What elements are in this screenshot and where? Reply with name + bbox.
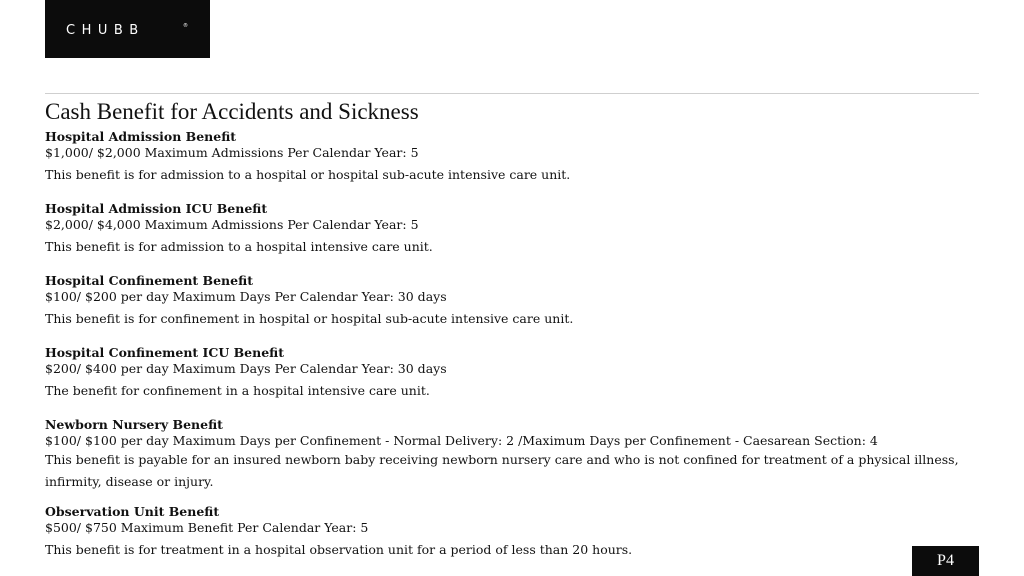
benefit-heading: Hospital Confinement ICU Benefit [45,345,285,360]
benefit-hospital-admission [45,129,979,183]
benefit-description: This benefit is for treatment in a hospital observation unit for a period of less than 20 hours. [45,542,633,557]
benefit-limits: $100/ $200 per day Maximum Days Per Calendar Year: 30 days [45,289,447,304]
benefit-description: This benefit is payable for an insured newborn baby receiving newborn nursery care and who is not confined for treatment of a physical illness, infirmity, disease or injury. [45,452,959,489]
benefit-limits: $200/ $400 per day Maximum Days Per Calendar Year: 30 days [45,361,447,376]
chubb-logo [45,0,210,58]
benefit-newborn-nursery [45,417,979,493]
benefit-heading: Hospital Confinement Benefit [45,273,253,288]
benefit-description: This benefit is for confinement in hospital or hospital sub-acute intensive care unit. [45,311,574,326]
benefit-hospital-confinement-icu [45,345,979,399]
benefit-limits: $500/ $750 Maximum Benefit Per Calendar Year: 5 [45,520,369,535]
benefit-limits: $100/ $100 per day Maximum Days per Confinement - Normal Delivery: 2 /Maximum Days per Confinement - Caesarean Section: 4 [45,433,878,448]
benefit-heading: Newborn Nursery Benefit [45,417,223,432]
benefit-hospital-confinement [45,273,979,327]
benefit-description: This benefit is for admission to a hospital intensive care unit. [45,239,433,254]
page-title: Cash Benefit for Accidents and Sickness [45,99,419,124]
registered-mark: ® [182,23,188,29]
benefit-limits: $2,000/ $4,000 Maximum Admissions Per Calendar Year: 5 [45,217,419,232]
benefit-heading: Observation Unit Benefit [45,504,220,519]
benefit-limits: $1,000/ $2,000 Maximum Admissions Per Calendar Year: 5 [45,145,419,160]
benefit-description: The benefit for confinement in a hospital intensive care unit. [45,383,430,398]
brand-name: CHUBB [65,23,145,36]
benefit-description: This benefit is for admission to a hospital or hospital sub-acute intensive care unit. [45,167,571,182]
page-number: P4 [912,546,979,576]
header-divider [45,93,979,94]
benefit-observation-unit [45,504,979,558]
benefit-heading: Hospital Admission Benefit [45,129,237,144]
benefit-heading: Hospital Admission ICU Benefit [45,201,268,216]
chubb-wordmark-icon [66,22,190,36]
benefit-hospital-admission-icu [45,201,979,255]
